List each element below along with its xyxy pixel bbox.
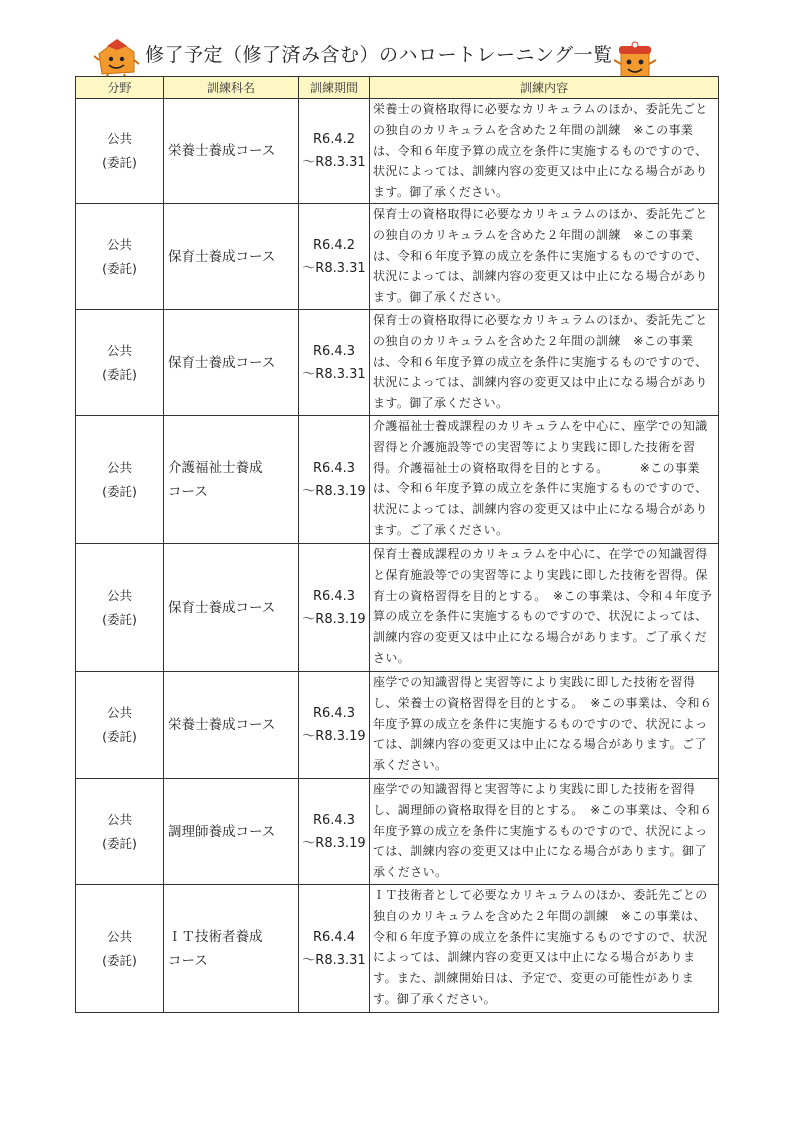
header-course-name: 訓練科名: [164, 77, 299, 99]
period-cell: [299, 310, 370, 416]
table-header-row: [76, 77, 719, 99]
content-cell: 座学での知識習得と実習等により実践に即した技術を習得し、調理師の資格取得を目的とする。 ※この事業は、令和６年度予算の成立を条件に実施するものですので、状況によっては、訓練内容の変更又は中止になる場合があります。御了承ください。: [370, 779, 719, 885]
period-cell: [299, 204, 370, 310]
course-name-line: コース: [168, 483, 208, 500]
field-line: (委託): [102, 611, 137, 627]
content-cell: 栄養士の資格取得に必要なカリキュラムのほか、委託先ごとの独自のカリキュラムを含めた２年間の訓練 ※この事業は、令和６年度予算の成立を条件に実施するものですので、状況によっては、訓練内容の変更又は中止になる場合があります。御了承ください。: [370, 99, 719, 204]
course-name-cell: [164, 779, 299, 885]
course-name-line: コース: [168, 952, 208, 969]
table-row: [76, 204, 719, 310]
period-line: ～R8.3.31: [302, 366, 366, 382]
period-cell: [299, 416, 370, 544]
table-row: [76, 416, 719, 544]
field-line: (委託): [102, 729, 137, 744]
course-name-cell: [164, 310, 299, 416]
table-row: [76, 99, 719, 204]
course-name-line: 栄養士養成コース: [168, 717, 276, 733]
table-row: [76, 310, 719, 416]
period-line: ～R8.3.31: [302, 260, 366, 276]
field-line: (委託): [102, 260, 137, 276]
period-cell: [299, 544, 370, 672]
course-name-line: ＩＴ技術者養成: [168, 928, 263, 945]
content-cell: 保育士養成課程のカリキュラムを中心に、在学での知識習得と保育施設等での実習等により実践に即した技術を習得。保育士の資格習得を目的とする。 ※この事業は、令和４年度予算の成立を条件に実施するものですので、状況によっては、訓練内容の変更又は中止になる場合があります。ご了承ください。: [370, 544, 719, 672]
field-line: (委託): [102, 952, 137, 968]
course-name-cell: [164, 672, 299, 779]
course-name-line: 保育士養成コース: [168, 248, 276, 265]
period-line: R6.4.2: [312, 132, 356, 147]
field-line: 公共: [106, 236, 132, 252]
field-cell: [76, 416, 164, 544]
field-line: 公共: [106, 342, 132, 358]
period-line: ～R8.3.19: [302, 729, 366, 744]
field-line: 公共: [106, 459, 132, 475]
period-line: ～R8.3.19: [302, 483, 366, 499]
header-field: 分野: [76, 77, 164, 99]
field-cell: [76, 204, 164, 310]
course-name-cell: [164, 885, 299, 1013]
table-row: [76, 672, 719, 779]
field-line: (委託): [102, 155, 137, 170]
field-line: 公共: [106, 811, 132, 827]
table-row: [76, 779, 719, 885]
table-row: [76, 885, 719, 1013]
table-row: [76, 544, 719, 672]
field-cell: [76, 99, 164, 204]
period-cell: [299, 779, 370, 885]
page-title: 修了予定（修了済み含む）のハロートレーニング一覧: [145, 44, 613, 66]
period-line: R6.4.3: [312, 588, 356, 604]
period-line: R6.4.3: [312, 460, 356, 476]
header-content: 訓練内容: [370, 77, 719, 99]
course-name-line: 調理師養成コース: [168, 823, 276, 840]
content-cell: 座学での知識習得と実習等により実践に即した技術を習得し、栄養士の資格習得を目的とする。 ※この事業は、令和６年度予算の成立を条件に実施するものですので、状況によっては、訓練内容の変更又は中止になる場合があります。ご了承ください。: [370, 672, 719, 779]
period-line: ～R8.3.31: [302, 155, 366, 170]
period-cell: [299, 672, 370, 779]
period-line: ～R8.3.19: [302, 835, 366, 851]
content-cell: 保育士の資格取得に必要なカリキュラムのほか、委託先ごとの独自のカリキュラムを含めた２年間の訓練 ※この事業は、令和６年度予算の成立を条件に実施するものですので、状況によっては、訓練内容の変更又は中止になる場合があります。御了承ください。: [370, 310, 719, 416]
content-cell: 介護福祉士養成課程のカリキュラムを中心に、座学での知識習得と介護施設等での実習等により実践に即した技術を習得。介護福祉士の資格取得を目的とする。 ※この事業は、令和６年度予算の成立を条件に実施するものですので、状況によっては、訓練内容の変更又は中止になる場合があります。ご了承ください。: [370, 416, 719, 544]
period-cell: [299, 99, 370, 204]
training-course-table: [75, 76, 719, 1013]
field-cell: [76, 885, 164, 1013]
field-line: 公共: [106, 705, 132, 720]
field-cell: [76, 544, 164, 672]
mascot-left-icon: [94, 38, 140, 80]
course-name-cell: [164, 204, 299, 310]
course-name-cell: [164, 416, 299, 544]
period-line: R6.4.2: [312, 237, 356, 253]
field-cell: [76, 779, 164, 885]
period-line: R6.4.4: [312, 929, 356, 945]
course-name-line: 介護福祉士養成: [168, 459, 263, 476]
field-line: 公共: [106, 131, 132, 146]
period-line: R6.4.3: [312, 706, 356, 721]
field-line: (委託): [102, 483, 137, 499]
field-line: (委託): [102, 366, 137, 382]
field-line: 公共: [106, 928, 132, 944]
period-line: R6.4.3: [312, 812, 356, 828]
field-cell: [76, 672, 164, 779]
course-name-cell: [164, 544, 299, 672]
header-period: 訓練期間: [299, 77, 370, 99]
field-line: 公共: [106, 587, 132, 603]
period-line: ～R8.3.19: [302, 611, 366, 627]
period-line: R6.4.3: [312, 343, 356, 359]
period-cell: [299, 885, 370, 1013]
field-cell: [76, 310, 164, 416]
content-cell: ＩＴ技術者として必要なカリキュラムのほか、委託先ごとの独自のカリキュラムを含めた２年間の訓練 ※この事業は、令和６年度予算の成立を条件に実施するものですので、状況によっては、訓練内容の変更又は中止になる場合があります。また、訓練開始日は、予定で、変更の可能性があります。御了承ください。: [370, 885, 719, 1013]
course-name-line: 保育士養成コース: [168, 599, 276, 616]
course-name-line: 保育士養成コース: [168, 354, 276, 371]
period-line: ～R8.3.31: [302, 952, 366, 968]
content-cell: 保育士の資格取得に必要なカリキュラムのほか、委託先ごとの独自のカリキュラムを含めた２年間の訓練 ※この事業は、令和６年度予算の成立を条件に実施するものですので、状況によっては、訓練内容の変更又は中止になる場合があります。御了承ください。: [370, 204, 719, 310]
course-name-line: 栄養士養成コース: [168, 143, 276, 159]
course-name-cell: [164, 99, 299, 204]
field-line: (委託): [102, 835, 137, 851]
